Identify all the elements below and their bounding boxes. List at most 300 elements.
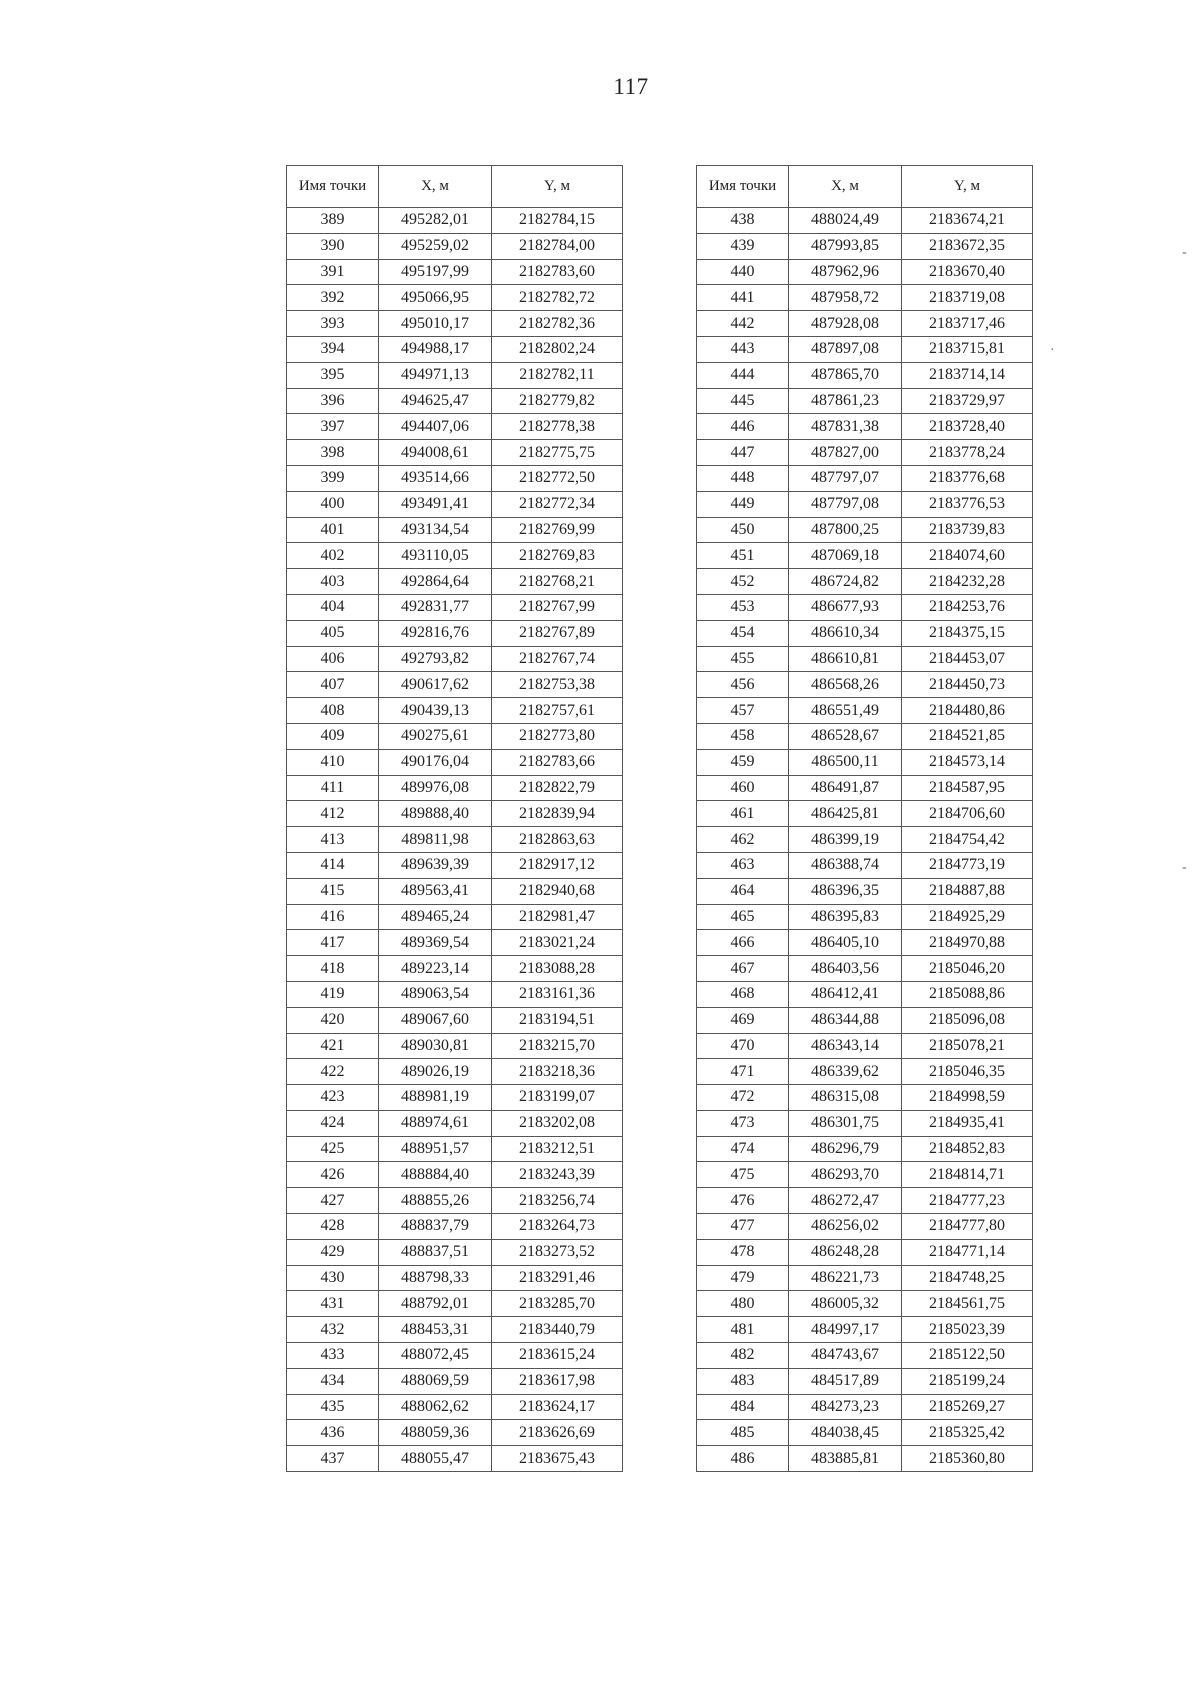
cell-x: 489563,41 [379,878,492,904]
cell-point-name: 400 [287,491,379,517]
table-row [697,1188,1033,1214]
table-row [287,259,623,285]
cell-y: 2185199,24 [902,1368,1033,1394]
cell-x: 486221,73 [789,1265,902,1291]
table-row [697,414,1033,440]
cell-point-name: 464 [697,878,789,904]
cell-point-name: 405 [287,620,379,646]
cell-x: 493514,66 [379,465,492,491]
cell-y: 2182822,79 [492,775,623,801]
cell-point-name: 426 [287,1162,379,1188]
table-row [287,801,623,827]
cell-point-name: 480 [697,1291,789,1317]
cell-x: 489465,24 [379,904,492,930]
cell-x: 486248,28 [789,1239,902,1265]
cell-x: 487797,08 [789,491,902,517]
coordinates-table-right [696,165,1033,1472]
cell-y: 2183273,52 [492,1239,623,1265]
cell-y: 2183202,08 [492,1110,623,1136]
table-row [697,620,1033,646]
table-row [697,1420,1033,1446]
table-row [287,388,623,414]
cell-point-name: 467 [697,956,789,982]
cell-y: 2182940,68 [492,878,623,904]
cell-y: 2182802,24 [492,336,623,362]
table-row [287,1368,623,1394]
cell-point-name: 430 [287,1265,379,1291]
cell-y: 2183615,24 [492,1343,623,1369]
cell-point-name: 431 [287,1291,379,1317]
cell-y: 2183719,08 [902,285,1033,311]
cell-x: 486610,81 [789,646,902,672]
cell-point-name: 399 [287,465,379,491]
cell-point-name: 418 [287,956,379,982]
cell-point-name: 397 [287,414,379,440]
cell-x: 489976,08 [379,775,492,801]
cell-y: 2182839,94 [492,801,623,827]
cell-y: 2183674,21 [902,208,1033,234]
cell-point-name: 486 [697,1446,789,1472]
table-row [287,465,623,491]
table-row [287,672,623,698]
cell-x: 494407,06 [379,414,492,440]
cell-y: 2183739,83 [902,517,1033,543]
cell-point-name: 455 [697,646,789,672]
table-row [287,723,623,749]
table-row [287,517,623,543]
cell-x: 487797,07 [789,465,902,491]
cell-y: 2183624,17 [492,1394,623,1420]
cell-x: 490617,62 [379,672,492,698]
cell-y: 2184925,29 [902,904,1033,930]
cell-x: 488798,33 [379,1265,492,1291]
cell-y: 2184253,76 [902,594,1033,620]
cell-x: 486491,87 [789,775,902,801]
cell-x: 489063,54 [379,981,492,1007]
table-row [287,1162,623,1188]
cell-y: 2183440,79 [492,1317,623,1343]
cell-y: 2183218,36 [492,1059,623,1085]
cell-y: 2183675,43 [492,1446,623,1472]
cell-point-name: 406 [287,646,379,672]
cell-point-name: 449 [697,491,789,517]
scan-dot-mark: · [1050,343,1055,358]
cell-point-name: 483 [697,1368,789,1394]
cell-y: 2185046,20 [902,956,1033,982]
table-row [697,465,1033,491]
cell-point-name: 476 [697,1188,789,1214]
cell-point-name: 412 [287,801,379,827]
table-row [287,1343,623,1369]
cell-point-name: 390 [287,233,379,259]
cell-x: 490439,13 [379,698,492,724]
table-row [287,569,623,595]
cell-point-name: 398 [287,440,379,466]
cell-y: 2182981,47 [492,904,623,930]
table-row [287,336,623,362]
cell-point-name: 477 [697,1214,789,1240]
table-row [697,852,1033,878]
cell-x: 490275,61 [379,723,492,749]
table-row [287,208,623,234]
table-row [697,878,1033,904]
cell-point-name: 439 [697,233,789,259]
cell-point-name: 433 [287,1343,379,1369]
cell-y: 2182753,38 [492,672,623,698]
table-row [287,285,623,311]
table-row [697,672,1033,698]
table-row [287,775,623,801]
cell-point-name: 407 [287,672,379,698]
table-row [697,311,1033,337]
cell-point-name: 466 [697,930,789,956]
cell-x: 484517,89 [789,1368,902,1394]
table-row [287,698,623,724]
cell-y: 2182784,00 [492,233,623,259]
cell-y: 2182778,38 [492,414,623,440]
cell-y: 2184450,73 [902,672,1033,698]
table-row [287,440,623,466]
cell-point-name: 413 [287,827,379,853]
cell-x: 490176,04 [379,749,492,775]
cell-x: 486551,49 [789,698,902,724]
table-row [287,311,623,337]
table-row [287,1420,623,1446]
cell-x: 488837,79 [379,1214,492,1240]
cell-point-name: 445 [697,388,789,414]
cell-x: 487962,96 [789,259,902,285]
cell-x: 489030,81 [379,1033,492,1059]
cell-point-name: 404 [287,594,379,620]
table-row [287,1394,623,1420]
cell-y: 2182769,99 [492,517,623,543]
cell-point-name: 460 [697,775,789,801]
cell-y: 2183215,70 [492,1033,623,1059]
cell-x: 489026,19 [379,1059,492,1085]
coordinates-table-left [286,165,623,1472]
table-row [697,801,1033,827]
cell-point-name: 451 [697,543,789,569]
table-row [697,1214,1033,1240]
cell-x: 488453,31 [379,1317,492,1343]
cell-y: 2182917,12 [492,852,623,878]
cell-y: 2182863,63 [492,827,623,853]
table-row [287,1085,623,1111]
table-row [287,749,623,775]
cell-x: 489811,98 [379,827,492,853]
cell-x: 486724,82 [789,569,902,595]
cell-x: 492816,76 [379,620,492,646]
cell-y: 2182782,11 [492,362,623,388]
cell-x: 487831,38 [789,414,902,440]
table-row [287,1136,623,1162]
cell-x: 486403,56 [789,956,902,982]
cell-point-name: 415 [287,878,379,904]
cell-y: 2183776,68 [902,465,1033,491]
cell-point-name: 471 [697,1059,789,1085]
table-row [697,930,1033,956]
cell-y: 2183626,69 [492,1420,623,1446]
cell-point-name: 442 [697,311,789,337]
cell-x: 494988,17 [379,336,492,362]
cell-y: 2184771,14 [902,1239,1033,1265]
table-row [697,517,1033,543]
cell-point-name: 408 [287,698,379,724]
cell-point-name: 416 [287,904,379,930]
cell-point-name: 409 [287,723,379,749]
cell-y: 2185023,39 [902,1317,1033,1343]
table-row [287,1446,623,1472]
cell-x: 492793,82 [379,646,492,672]
scan-dash-mark: - [1182,245,1187,260]
cell-x: 486568,26 [789,672,902,698]
cell-point-name: 434 [287,1368,379,1394]
cell-y: 2184074,60 [902,543,1033,569]
cell-point-name: 402 [287,543,379,569]
cell-point-name: 457 [697,698,789,724]
cell-y: 2183617,98 [492,1368,623,1394]
cell-x: 488792,01 [379,1291,492,1317]
cell-y: 2184232,28 [902,569,1033,595]
cell-y: 2184748,25 [902,1265,1033,1291]
cell-x: 486425,81 [789,801,902,827]
header-point-name: Имя точки [697,166,789,208]
table-row [287,1110,623,1136]
cell-x: 492831,77 [379,594,492,620]
table-row [697,1033,1033,1059]
cell-y: 2184777,23 [902,1188,1033,1214]
cell-y: 2183243,39 [492,1162,623,1188]
cell-y: 2184998,59 [902,1085,1033,1111]
table-row [697,362,1033,388]
cell-y: 2183778,24 [902,440,1033,466]
cell-y: 2183728,40 [902,414,1033,440]
cell-point-name: 456 [697,672,789,698]
cell-x: 487993,85 [789,233,902,259]
cell-y: 2185325,42 [902,1420,1033,1446]
cell-y: 2183194,51 [492,1007,623,1033]
table-row [697,491,1033,517]
cell-x: 484273,23 [789,1394,902,1420]
cell-y: 2183672,35 [902,233,1033,259]
cell-x: 488951,57 [379,1136,492,1162]
table-row [697,646,1033,672]
cell-y: 2183776,53 [902,491,1033,517]
cell-x: 487958,72 [789,285,902,311]
cell-x: 486399,19 [789,827,902,853]
cell-y: 2182784,15 [492,208,623,234]
table-row [287,1188,623,1214]
cell-x: 486528,67 [789,723,902,749]
cell-point-name: 474 [697,1136,789,1162]
cell-point-name: 469 [697,1007,789,1033]
cell-x: 488059,36 [379,1420,492,1446]
header-y: Y, м [492,166,623,208]
header-point-name: Имя точки [287,166,379,208]
cell-point-name: 424 [287,1110,379,1136]
cell-point-name: 437 [287,1446,379,1472]
table-row [287,414,623,440]
header-x: X, м [379,166,492,208]
table-header-row [697,166,1033,208]
cell-x: 486405,10 [789,930,902,956]
table-row [697,775,1033,801]
cell-point-name: 428 [287,1214,379,1240]
cell-y: 2182772,34 [492,491,623,517]
cell-point-name: 432 [287,1317,379,1343]
cell-y: 2183021,24 [492,930,623,956]
table-row [287,930,623,956]
table-row [697,1007,1033,1033]
cell-point-name: 425 [287,1136,379,1162]
table-row [287,852,623,878]
cell-point-name: 478 [697,1239,789,1265]
table-row [697,827,1033,853]
cell-x: 489639,39 [379,852,492,878]
table-row [697,1136,1033,1162]
cell-x: 484038,45 [789,1420,902,1446]
cell-x: 487865,70 [789,362,902,388]
cell-x: 486343,14 [789,1033,902,1059]
table-row [287,646,623,672]
cell-x: 483885,81 [789,1446,902,1472]
cell-point-name: 446 [697,414,789,440]
cell-point-name: 473 [697,1110,789,1136]
cell-y: 2184852,83 [902,1136,1033,1162]
cell-point-name: 448 [697,465,789,491]
cell-x: 487069,18 [789,543,902,569]
cell-y: 2182767,89 [492,620,623,646]
cell-point-name: 482 [697,1343,789,1369]
table-row [697,208,1033,234]
table-row [287,233,623,259]
cell-y: 2183291,46 [492,1265,623,1291]
table-row [697,233,1033,259]
table-row [697,1394,1033,1420]
cell-x: 489067,60 [379,1007,492,1033]
cell-x: 495282,01 [379,208,492,234]
cell-point-name: 458 [697,723,789,749]
cell-point-name: 484 [697,1394,789,1420]
cell-point-name: 436 [287,1420,379,1446]
table-row [287,594,623,620]
table-row [697,285,1033,311]
cell-x: 486610,34 [789,620,902,646]
cell-x: 489888,40 [379,801,492,827]
cell-point-name: 453 [697,594,789,620]
table-row [287,543,623,569]
cell-y: 2185046,35 [902,1059,1033,1085]
cell-point-name: 485 [697,1420,789,1446]
cell-y: 2184754,42 [902,827,1033,853]
cell-y: 2184587,95 [902,775,1033,801]
table-row [287,1291,623,1317]
cell-y: 2182767,74 [492,646,623,672]
table-row [697,1368,1033,1394]
cell-y: 2185122,50 [902,1343,1033,1369]
cell-y: 2183212,51 [492,1136,623,1162]
cell-x: 494625,47 [379,388,492,414]
cell-y: 2183717,46 [902,311,1033,337]
cell-point-name: 410 [287,749,379,775]
cell-point-name: 447 [697,440,789,466]
cell-x: 484997,17 [789,1317,902,1343]
cell-y: 2184561,75 [902,1291,1033,1317]
table-row [697,543,1033,569]
table-row [697,440,1033,466]
cell-point-name: 481 [697,1317,789,1343]
cell-point-name: 396 [287,388,379,414]
table-header-row [287,166,623,208]
table-row [287,878,623,904]
cell-y: 2183256,74 [492,1188,623,1214]
cell-x: 486005,32 [789,1291,902,1317]
table-row [697,1317,1033,1343]
cell-point-name: 454 [697,620,789,646]
cell-x: 486296,79 [789,1136,902,1162]
cell-y: 2183161,36 [492,981,623,1007]
cell-point-name: 462 [697,827,789,853]
cell-point-name: 420 [287,1007,379,1033]
table-row [697,1059,1033,1085]
table-row [287,620,623,646]
cell-y: 2184935,41 [902,1110,1033,1136]
table-row [697,904,1033,930]
cell-y: 2184521,85 [902,723,1033,749]
page-number: 117 [613,74,649,99]
cell-point-name: 440 [697,259,789,285]
cell-y: 2184970,88 [902,930,1033,956]
cell-x: 486293,70 [789,1162,902,1188]
cell-point-name: 444 [697,362,789,388]
cell-y: 2184814,71 [902,1162,1033,1188]
table-row [287,1239,623,1265]
cell-x: 492864,64 [379,569,492,595]
cell-y: 2183264,73 [492,1214,623,1240]
cell-x: 487897,08 [789,336,902,362]
cell-x: 486301,75 [789,1110,902,1136]
cell-y: 2182757,61 [492,698,623,724]
cell-point-name: 423 [287,1085,379,1111]
cell-x: 489223,14 [379,956,492,982]
cell-y: 2182779,82 [492,388,623,414]
table-row [697,569,1033,595]
cell-point-name: 459 [697,749,789,775]
cell-point-name: 392 [287,285,379,311]
cell-point-name: 417 [287,930,379,956]
table-row [697,1085,1033,1111]
cell-y: 2183199,07 [492,1085,623,1111]
table-row [697,698,1033,724]
table-row [697,723,1033,749]
cell-x: 488069,59 [379,1368,492,1394]
table-row [697,1110,1033,1136]
table-row [697,1162,1033,1188]
table-row [287,362,623,388]
cell-y: 2185088,86 [902,981,1033,1007]
cell-x: 493134,54 [379,517,492,543]
cell-point-name: 429 [287,1239,379,1265]
cell-y: 2182767,99 [492,594,623,620]
cell-point-name: 465 [697,904,789,930]
cell-point-name: 441 [697,285,789,311]
cell-x: 486395,83 [789,904,902,930]
scan-dash-mark: - [1182,860,1187,875]
cell-x: 486339,62 [789,1059,902,1085]
cell-y: 2182783,60 [492,259,623,285]
cell-point-name: 450 [697,517,789,543]
table-row [287,904,623,930]
